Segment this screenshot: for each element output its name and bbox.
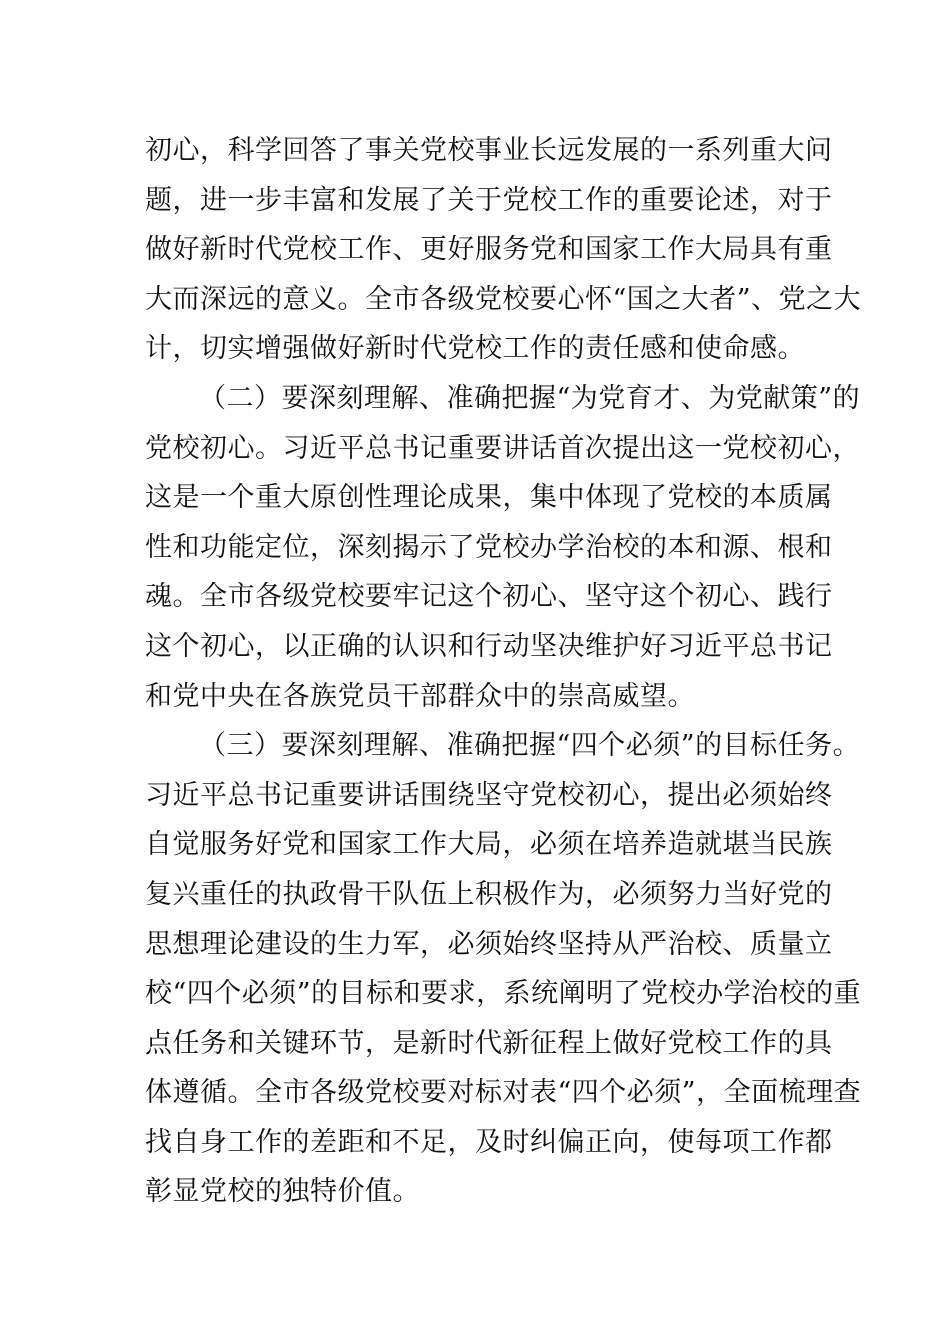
section-heading-line: （二）要深刻理解、准确把握“为党育才、为党献策”的 <box>199 382 861 414</box>
text-line: 这是一个重大原创性理论成果，集中体现了党校的本质属 <box>145 482 833 514</box>
text-line: 彰显党校的独特价值。 <box>145 1176 420 1208</box>
text-line: 找自身工作的差距和不足，及时纠偏正向，使每项工作都 <box>145 1126 833 1158</box>
text-line: 校“四个必须”的目标和要求，系统阐明了党校办学治校的重 <box>145 978 862 1010</box>
text-line: 题，进一步丰富和发展了关于党校工作的重要论述，对于 <box>145 184 833 216</box>
text-line: 初心，科学回答了事关党校事业长远发展的一系列重大问 <box>145 135 833 166</box>
text-line: 自觉服务好党和国家工作大局，必须在培养造就堪当民族 <box>145 829 833 861</box>
text-line: 计，切实增强做好新时代党校工作的责任感和使命感。 <box>145 333 805 365</box>
text-line: 习近平总书记重要讲话围绕坚守党校初心，提出必须始终 <box>145 779 833 811</box>
text-line: 性和功能定位，深刻揭示了党校办学治校的本和源、根和 <box>145 531 833 563</box>
text-line: 和党中央在各族党员干部群众中的崇高威望。 <box>145 680 695 712</box>
text-line: 思想理论建设的生力军，必须始终坚持从严治校、质量立 <box>145 928 833 960</box>
section-heading-line: （三）要深刻理解、准确把握“四个必须”的目标任务。 <box>199 730 861 762</box>
text-line: 体遵循。全市各级党校要对标对表“四个必须”，全面梳理查 <box>145 1077 862 1109</box>
text-line: 点任务和关键环节，是新时代新征程上做好党校工作的具 <box>145 1027 833 1059</box>
text-line: 大而深远的意义。全市各级党校要心怀“国之大者”、党之大 <box>145 283 862 315</box>
text-line: 做好新时代党校工作、更好服务党和国家工作大局具有重 <box>145 234 833 266</box>
text-line: 这个初心，以正确的认识和行动坚决维护好习近平总书记 <box>145 630 833 662</box>
text-line: 魂。全市各级党校要牢记这个初心、坚守这个初心、践行 <box>145 581 833 613</box>
document-body <box>145 126 862 1217</box>
text-line: 复兴重任的执政骨干队伍上积极作为，必须努力当好党的 <box>145 878 833 910</box>
text-line: 党校初心。习近平总书记重要讲话首次提出这一党校初心， <box>145 432 860 464</box>
